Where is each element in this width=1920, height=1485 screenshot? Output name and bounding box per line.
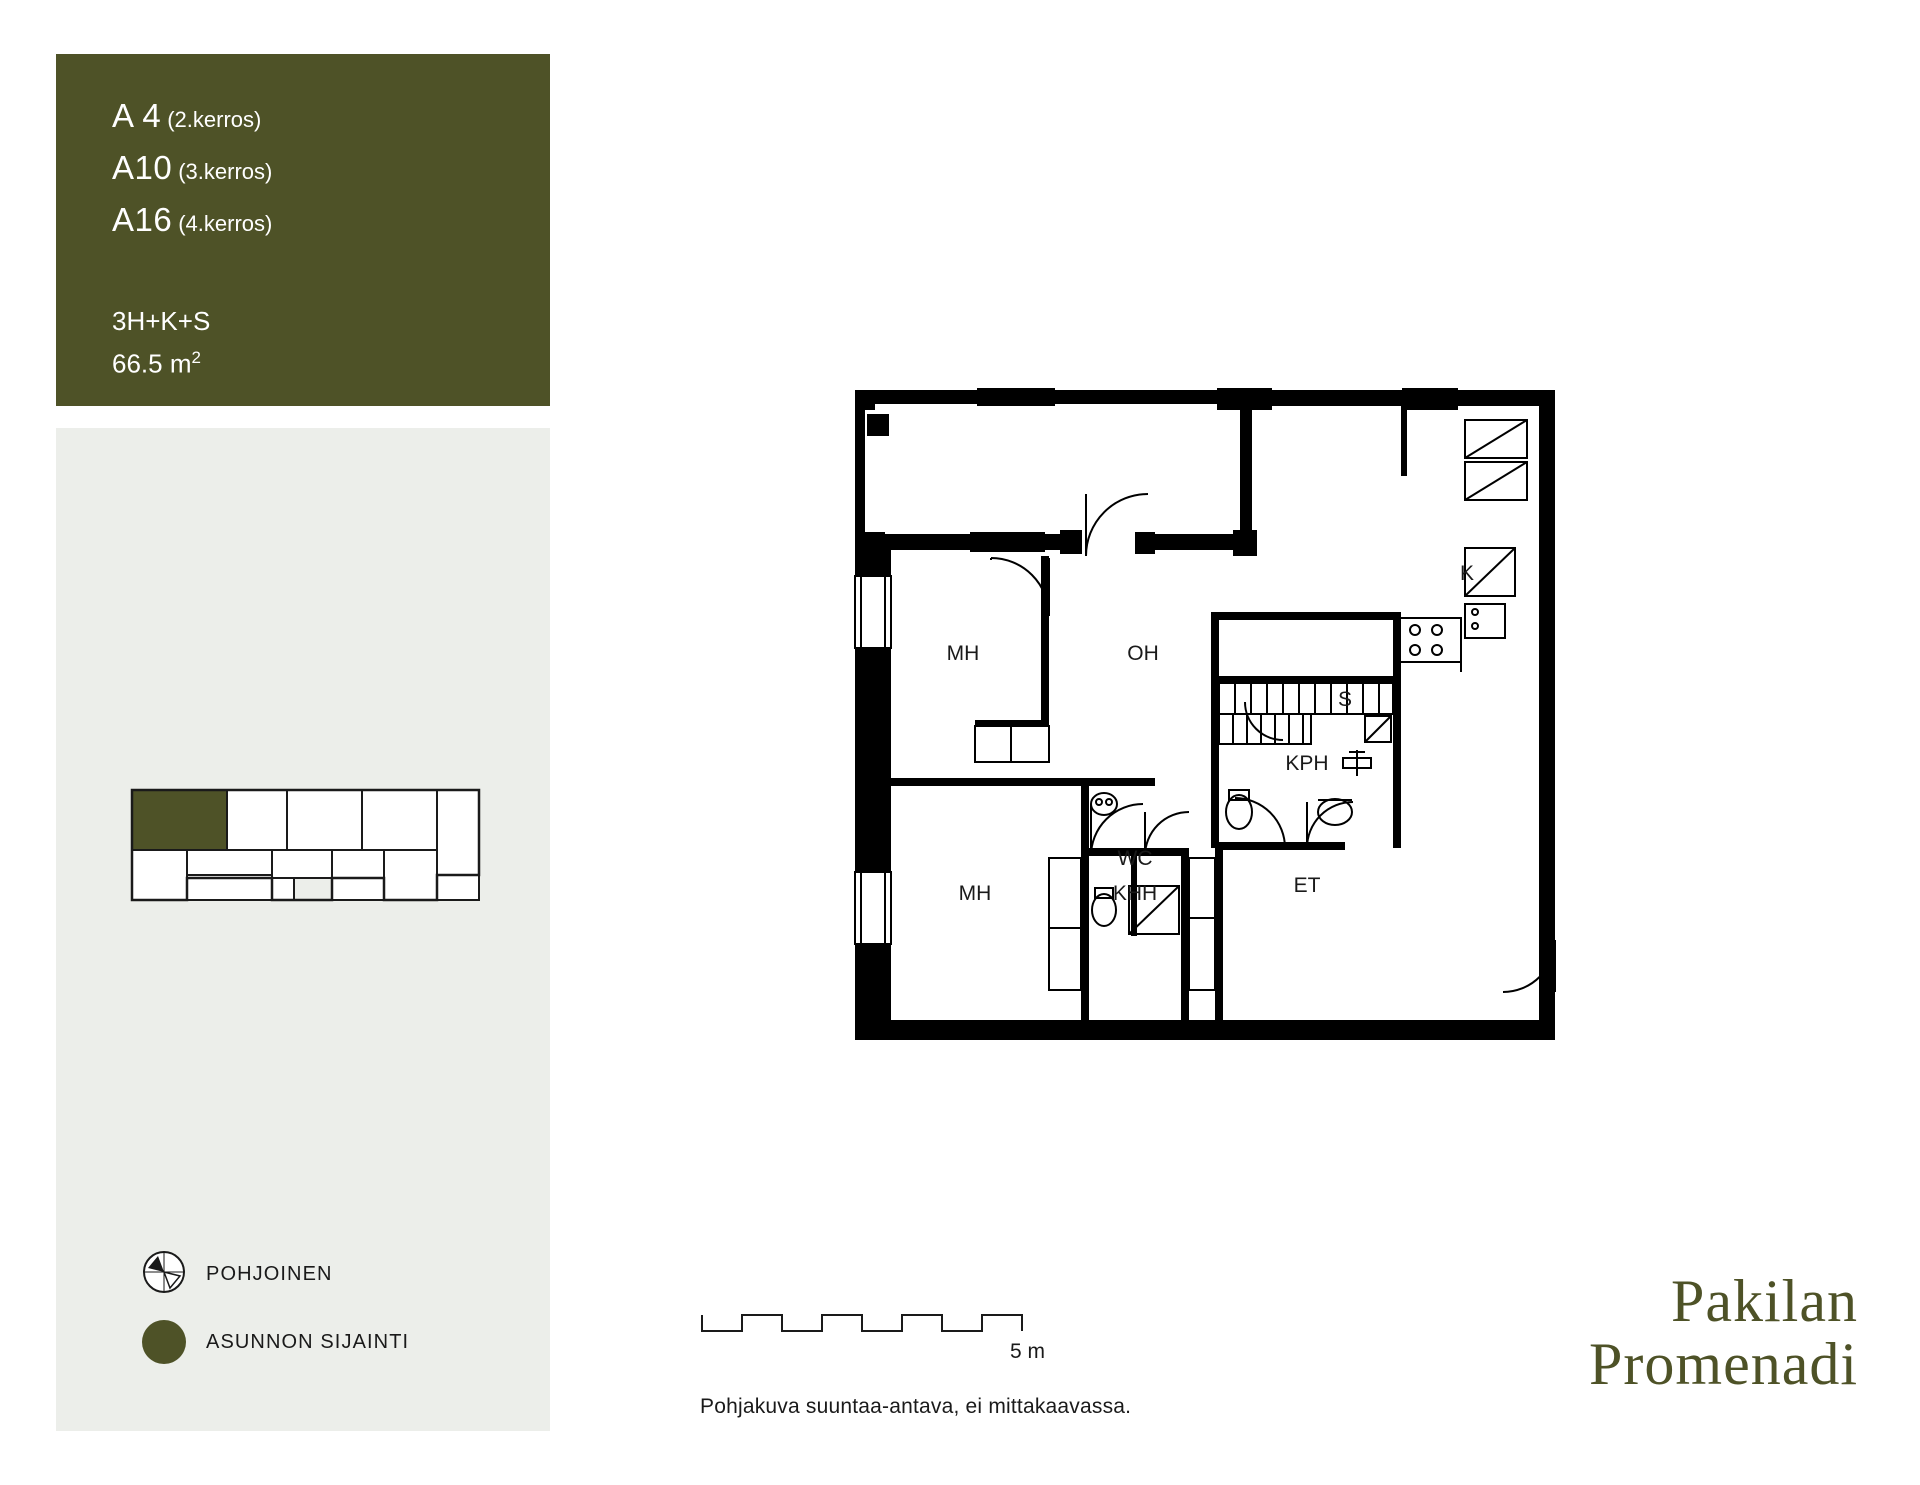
unit-code-3: A16 — [112, 201, 173, 238]
unit-code-1: A 4 — [112, 97, 162, 134]
legend-location-label: ASUNNON SIJAINTI — [206, 1330, 410, 1353]
scale-bar — [700, 1303, 1030, 1348]
room-label-bedroom-1: MH — [946, 642, 980, 665]
key-plan-diagram — [112, 780, 502, 955]
unit-code-2: A10 — [112, 149, 173, 186]
unit-line-2 — [112, 144, 550, 196]
apartment-area — [112, 340, 550, 382]
room-label-wc: WC — [1117, 847, 1153, 870]
apartment-area-value: 66.5 m — [112, 348, 192, 379]
room-label-bedroom-2: MH — [958, 882, 992, 905]
room-label-bathroom: KPH — [1285, 752, 1329, 775]
brand-logo-line1: Pakilan — [1671, 1268, 1858, 1334]
floor-plan — [845, 380, 1575, 1065]
room-label-kitchen: K — [1459, 562, 1475, 585]
legend-apartment-location — [142, 1320, 409, 1364]
room-label-living-room: OH — [1127, 642, 1159, 665]
apartment-area-unit-exponent: 2 — [191, 348, 201, 367]
unit-floor-2: (3.kerros) — [178, 159, 273, 184]
room-label-utility: KHH — [1112, 882, 1158, 905]
unit-floor-1: (2.kerros) — [167, 107, 262, 132]
location-dot-icon — [142, 1320, 186, 1364]
brand-logo — [1589, 1270, 1858, 1396]
compass-icon — [142, 1250, 186, 1299]
unit-floor-3: (4.kerros) — [178, 211, 273, 236]
scale-bar-label: 5 m — [1010, 1340, 1046, 1363]
brand-logo-line2: Promenadi — [1589, 1331, 1858, 1397]
apartment-type: 3H+K+S — [112, 306, 211, 336]
unit-header-block — [56, 54, 550, 406]
scale-disclaimer: Pohjakuva suuntaa-antava, ei mittakaavassa. — [700, 1395, 1132, 1418]
unit-line-1 — [112, 92, 550, 144]
room-label-sauna: S — [1337, 688, 1353, 711]
unit-line-3 — [112, 196, 550, 248]
legend-north-label: POHJOINEN — [206, 1263, 333, 1285]
room-label-entry: ET — [1293, 874, 1321, 897]
legend-north — [142, 1250, 333, 1299]
